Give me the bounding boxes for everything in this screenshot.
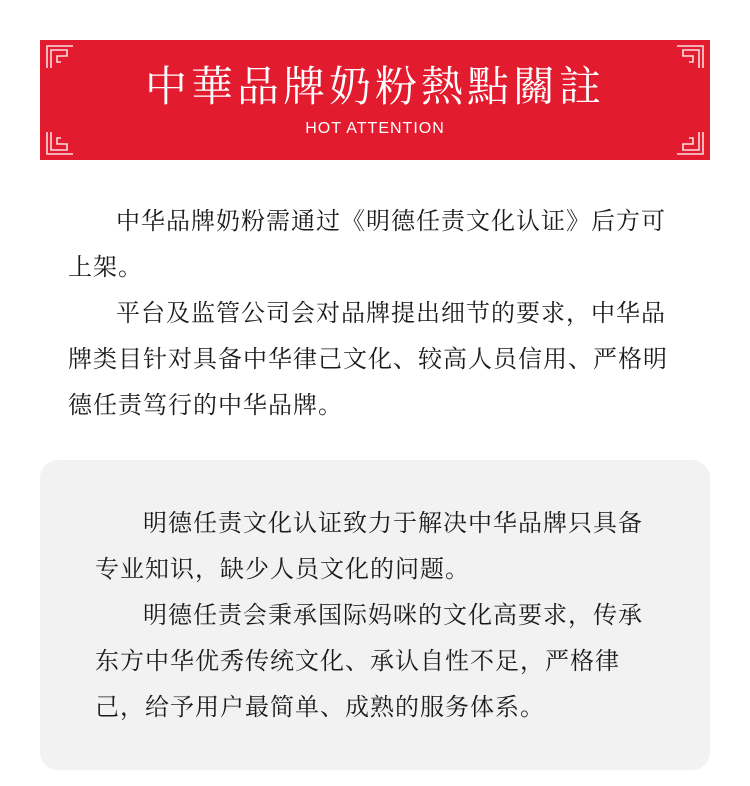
note-box — [40, 460, 710, 770]
note-paragraph: 明德任责会秉承国际妈咪的文化高要求，传承东方中华优秀传统文化、承认自性不足，严格律己，给予用户最简单、成熟的服务体系。 — [95, 601, 643, 721]
intro-section — [68, 198, 688, 428]
note-section — [95, 500, 665, 730]
intro-paragraph: 中华品牌奶粉需通过《明德任责文化认证》后方可上架。 — [68, 207, 666, 281]
intro-paragraph: 平台及监管公司会对品牌提出细节的要求，中华品牌类目针对具备中华律己文化、较高人员信用、严格明德任责笃行的中华品牌。 — [68, 299, 668, 419]
title-banner — [40, 40, 710, 160]
note-paragraph: 明德任责文化认证致力于解决中华品牌只具备专业知识，缺少人员文化的问题。 — [95, 509, 643, 583]
banner-title: 中華品牌奶粉熱點關註 — [144, 62, 605, 111]
banner-subtitle: HOT ATTENTION — [305, 120, 445, 137]
